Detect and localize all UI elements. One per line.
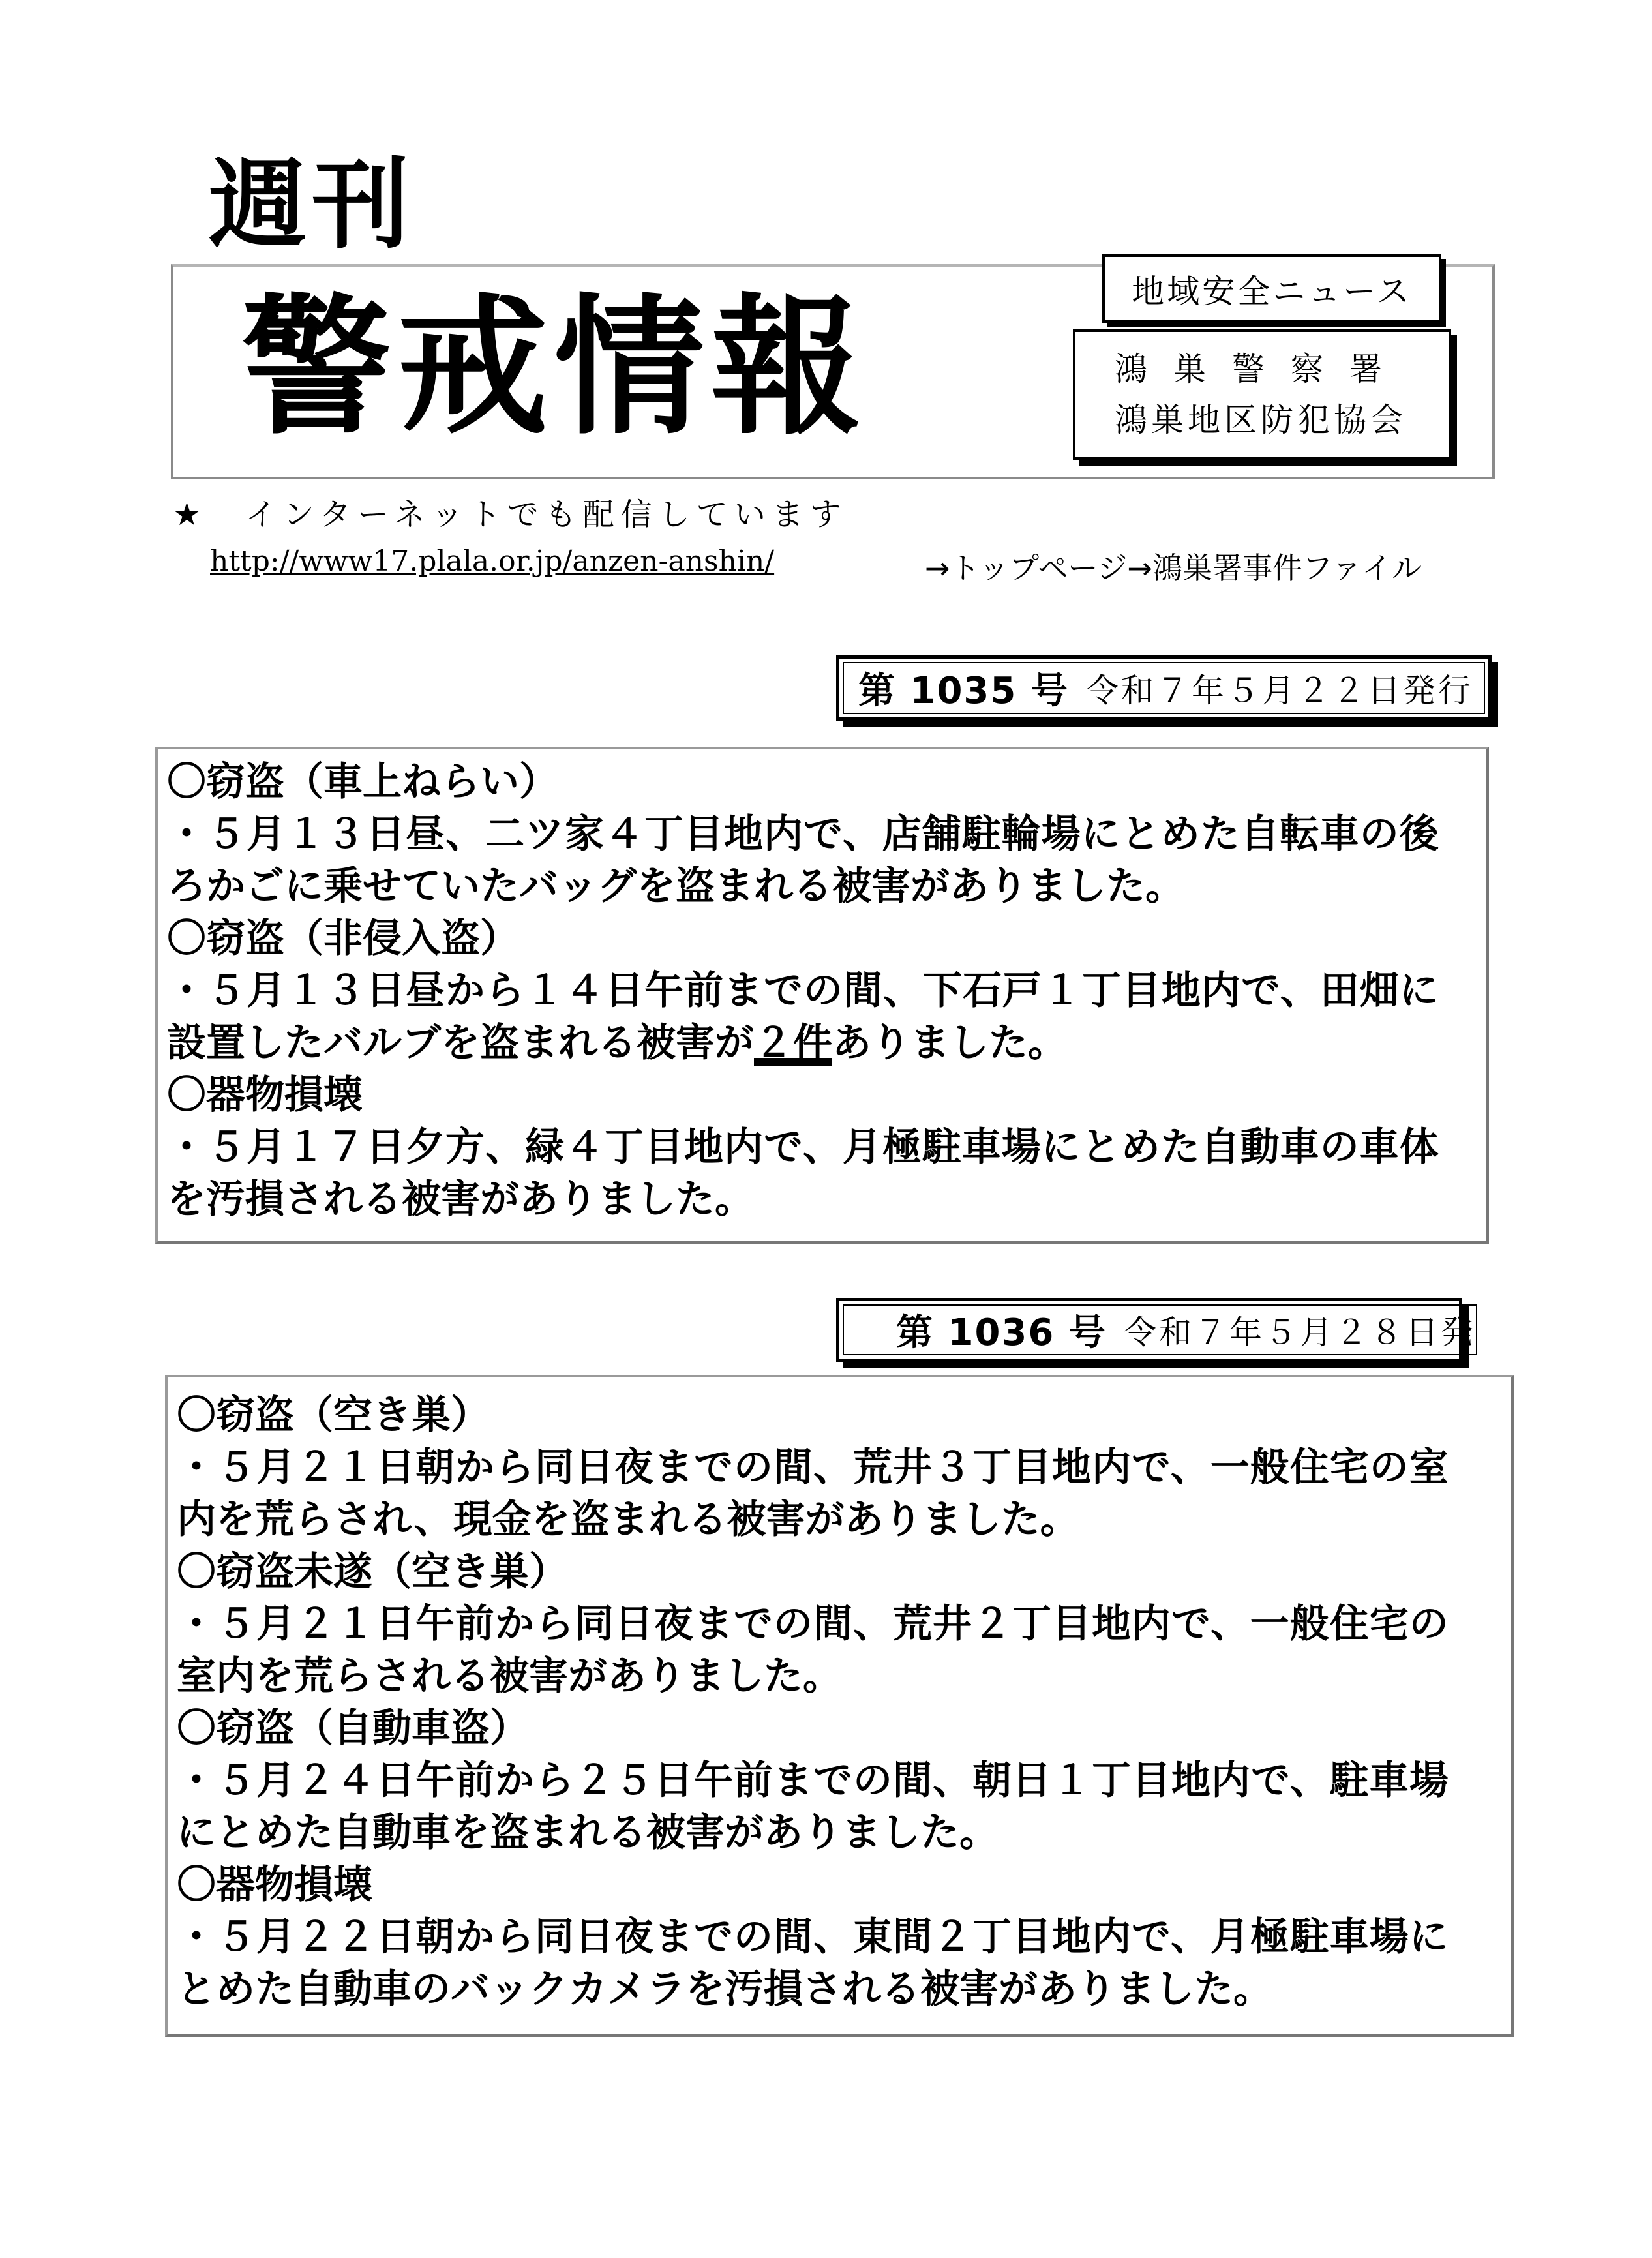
incident-text: ・５月２２日朝から同日夜までの間、東間２丁目地内で、月極駐車場に: [177, 1914, 1449, 1960]
incident-text: 室内を荒らされる被害がありました。: [177, 1653, 842, 1699]
incident-text: ・５月１３日昼、二ツ家４丁目地内で、店舗駐輪場にとめた自転車の後: [167, 811, 1439, 857]
incident-count-highlight: ２件: [754, 1020, 832, 1066]
issue-number: 第 1035 号: [858, 670, 1069, 712]
web-notice: ★ インターネットでも配信しています: [173, 496, 848, 533]
incident-heading: 〇窃盗（非侵入盗）: [167, 916, 519, 961]
incident-heading: 〇器物損壊: [167, 1072, 363, 1118]
incident-heading: 〇窃盗（車上ねらい）: [167, 759, 558, 805]
issue-tag-1035: [836, 655, 1492, 721]
org-police: 鴻巣警察署: [1115, 350, 1408, 388]
incident-text: ろかごに乗せていたバッグを盗まれる被害がありました。: [167, 864, 1184, 909]
issue-number: 第 1036 号: [896, 1312, 1107, 1354]
incident-heading: 〇窃盗未遂（空き巣）: [177, 1549, 568, 1595]
issue-1036-content: [165, 1375, 1514, 2037]
issue-date: 令和７年５月２８日発: [1123, 1314, 1476, 1351]
incident-text: ・５月２１日午前から同日夜までの間、荒井２丁目地内で、一般住宅の: [177, 1601, 1449, 1647]
incident-text: にとめた自動車を盗まれる被害がありました。: [177, 1810, 999, 1856]
news-label: 地域安全ニュース: [1132, 272, 1412, 310]
incident-text-part: 設置したバルブを盗まれる被害が: [167, 1020, 754, 1066]
incident-text: ・５月２１日朝から同日夜までの間、荒井３丁目地内で、一般住宅の室: [177, 1445, 1449, 1490]
incident-text: とめた自動車のバックカメラを汚損される被害がありました。: [177, 1966, 1272, 2012]
page-title: 警戒情報: [241, 281, 868, 455]
incident-heading: 〇器物損壊: [177, 1862, 372, 1908]
incident-heading: 〇窃盗（空き巣）: [177, 1392, 490, 1438]
incident-text: [167, 1017, 1477, 1069]
incident-text: ・５月１３日昼から１４日午前までの間、下石戸１丁目地内で、田畑に: [167, 968, 1439, 1014]
title-weekly: 週刊: [209, 149, 415, 262]
news-label-badge: [1102, 254, 1441, 323]
incident-text: ・５月２４日午前から２５日午前までの間、朝日１丁目地内で、駐車場: [177, 1758, 1449, 1803]
issue-tag-1036: [836, 1298, 1476, 1362]
issue-1035-content: [155, 747, 1489, 1244]
incident-text-part: ありました。: [832, 1020, 1067, 1066]
organization-box: [1073, 329, 1451, 460]
incident-heading: 〇窃盗（自動車盗）: [177, 1706, 529, 1751]
navigation-path: →トップページ→鴻巣署事件ファイル: [925, 550, 1422, 586]
incident-text: を汚損される被害がありました。: [167, 1177, 754, 1222]
org-association: 鴻巣地区防犯協会: [1115, 401, 1407, 439]
issue-date: 令和７年５月２２日発行: [1085, 672, 1473, 710]
incident-text: ・５月１７日夕方、緑４丁目地内で、月極駐車場にとめた自動車の車体: [167, 1124, 1439, 1170]
website-url-link[interactable]: http://www17.plala.or.jp/anzen-anshin/: [210, 545, 775, 578]
incident-text: 内を荒らされ、現金を盗まれる被害がありました。: [177, 1497, 1079, 1543]
